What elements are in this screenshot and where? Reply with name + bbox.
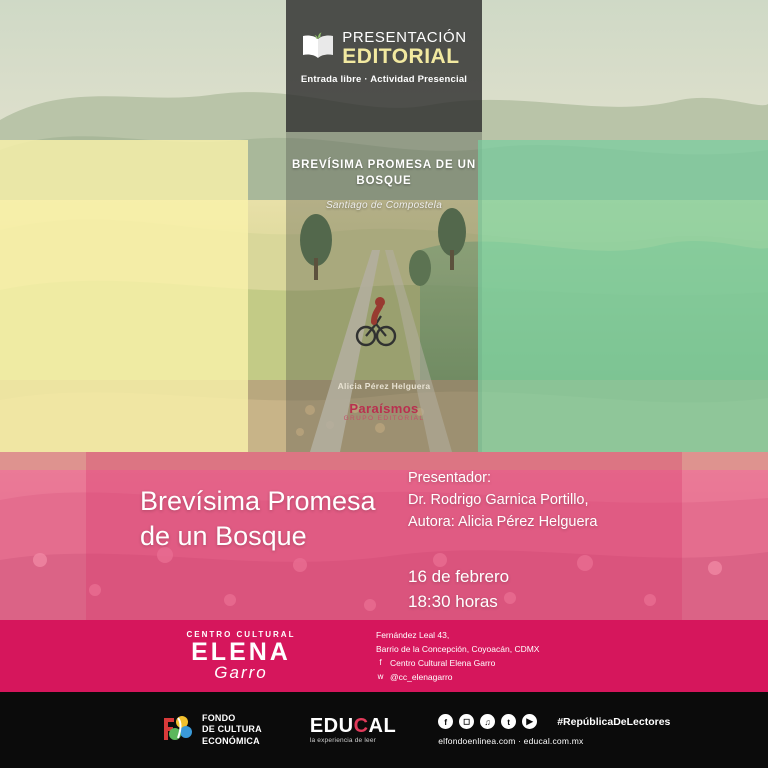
- facebook-icon[interactable]: f: [438, 714, 453, 729]
- fce-line1: FONDO: [202, 713, 236, 724]
- book-cover-subtitle: Santiago de Compostela: [325, 200, 443, 211]
- venue-address-line2: Barrio de la Concepción, Coyoacán, CDMX: [376, 643, 540, 654]
- spotify-icon[interactable]: ♫: [480, 714, 495, 729]
- fce-logo-block: [160, 712, 262, 749]
- publisher-name: Paraísmos: [349, 401, 419, 416]
- educal-logo-block: [310, 716, 396, 745]
- green-color-block: [478, 140, 768, 452]
- venue-bar: [0, 620, 768, 692]
- event-date: 16 de febrero: [408, 567, 510, 586]
- presenter-label: Presentador:: [408, 470, 492, 486]
- fce-line2: DE CULTURA: [202, 724, 262, 735]
- event-datetime: [408, 565, 708, 614]
- footer-bar: [0, 692, 768, 768]
- facebook-icon: f: [379, 658, 382, 668]
- venue-facebook: Centro Cultural Elena Garro: [390, 658, 496, 668]
- hashtag-label: #RepúblicaDeLectores: [557, 715, 671, 728]
- book-cover-author: Alicia Pérez Helguera: [337, 381, 431, 391]
- footer-social-block: [438, 714, 670, 746]
- fce-logo-icon: [160, 712, 194, 749]
- presenter-name: Dr. Rodrigo Garnica Portillo,: [408, 491, 589, 508]
- open-book-icon: [301, 32, 335, 65]
- yellow-color-block: [0, 140, 248, 452]
- venue-logo-line2: ELENA: [191, 638, 291, 666]
- educal-tagline: la experiencia de leer: [309, 736, 377, 744]
- publisher-subtitle: GRUPO EDITORIAL: [343, 414, 425, 422]
- presenter-block: [408, 468, 708, 533]
- venue-logo-line3: Garro: [214, 663, 268, 682]
- event-title: Brevísima Promesa de un Bosque: [140, 486, 376, 551]
- fce-name: [202, 713, 262, 747]
- twitter-icon[interactable]: t: [501, 714, 516, 729]
- venue-logo-line1: CENTRO CULTURAL: [186, 630, 296, 639]
- author-line: Autora: Alicia Pérez Helguera: [408, 513, 598, 530]
- venue-info: [376, 628, 539, 684]
- book-cover-publisher: [286, 402, 482, 422]
- footer-websites[interactable]: elfondoenlinea.com · educal.com.mx: [438, 736, 584, 746]
- twitter-icon: w: [377, 672, 384, 682]
- venue-logo: [136, 631, 346, 681]
- book-cover-title: BREVÍSIMA PROMESA DE UN BOSQUE: [291, 159, 477, 187]
- fce-line3: ECONÓMICA: [202, 735, 260, 746]
- event-time: 18:30 horas: [408, 591, 498, 611]
- header-subtitle: Entrada libre · Actividad Presencial: [300, 74, 468, 85]
- educal-name: EDUCAL: [309, 714, 397, 737]
- venue-twitter: @cc_elenagarro: [390, 672, 453, 683]
- instagram-icon[interactable]: ◻: [459, 714, 474, 729]
- header-line-1: PRESENTACIÓN: [342, 29, 467, 46]
- presentation-header: [286, 30, 482, 85]
- venue-address-line1: Fernández Leal 43,: [376, 629, 450, 640]
- youtube-icon[interactable]: ▶: [522, 714, 537, 729]
- header-line-2: EDITORIAL: [342, 45, 460, 68]
